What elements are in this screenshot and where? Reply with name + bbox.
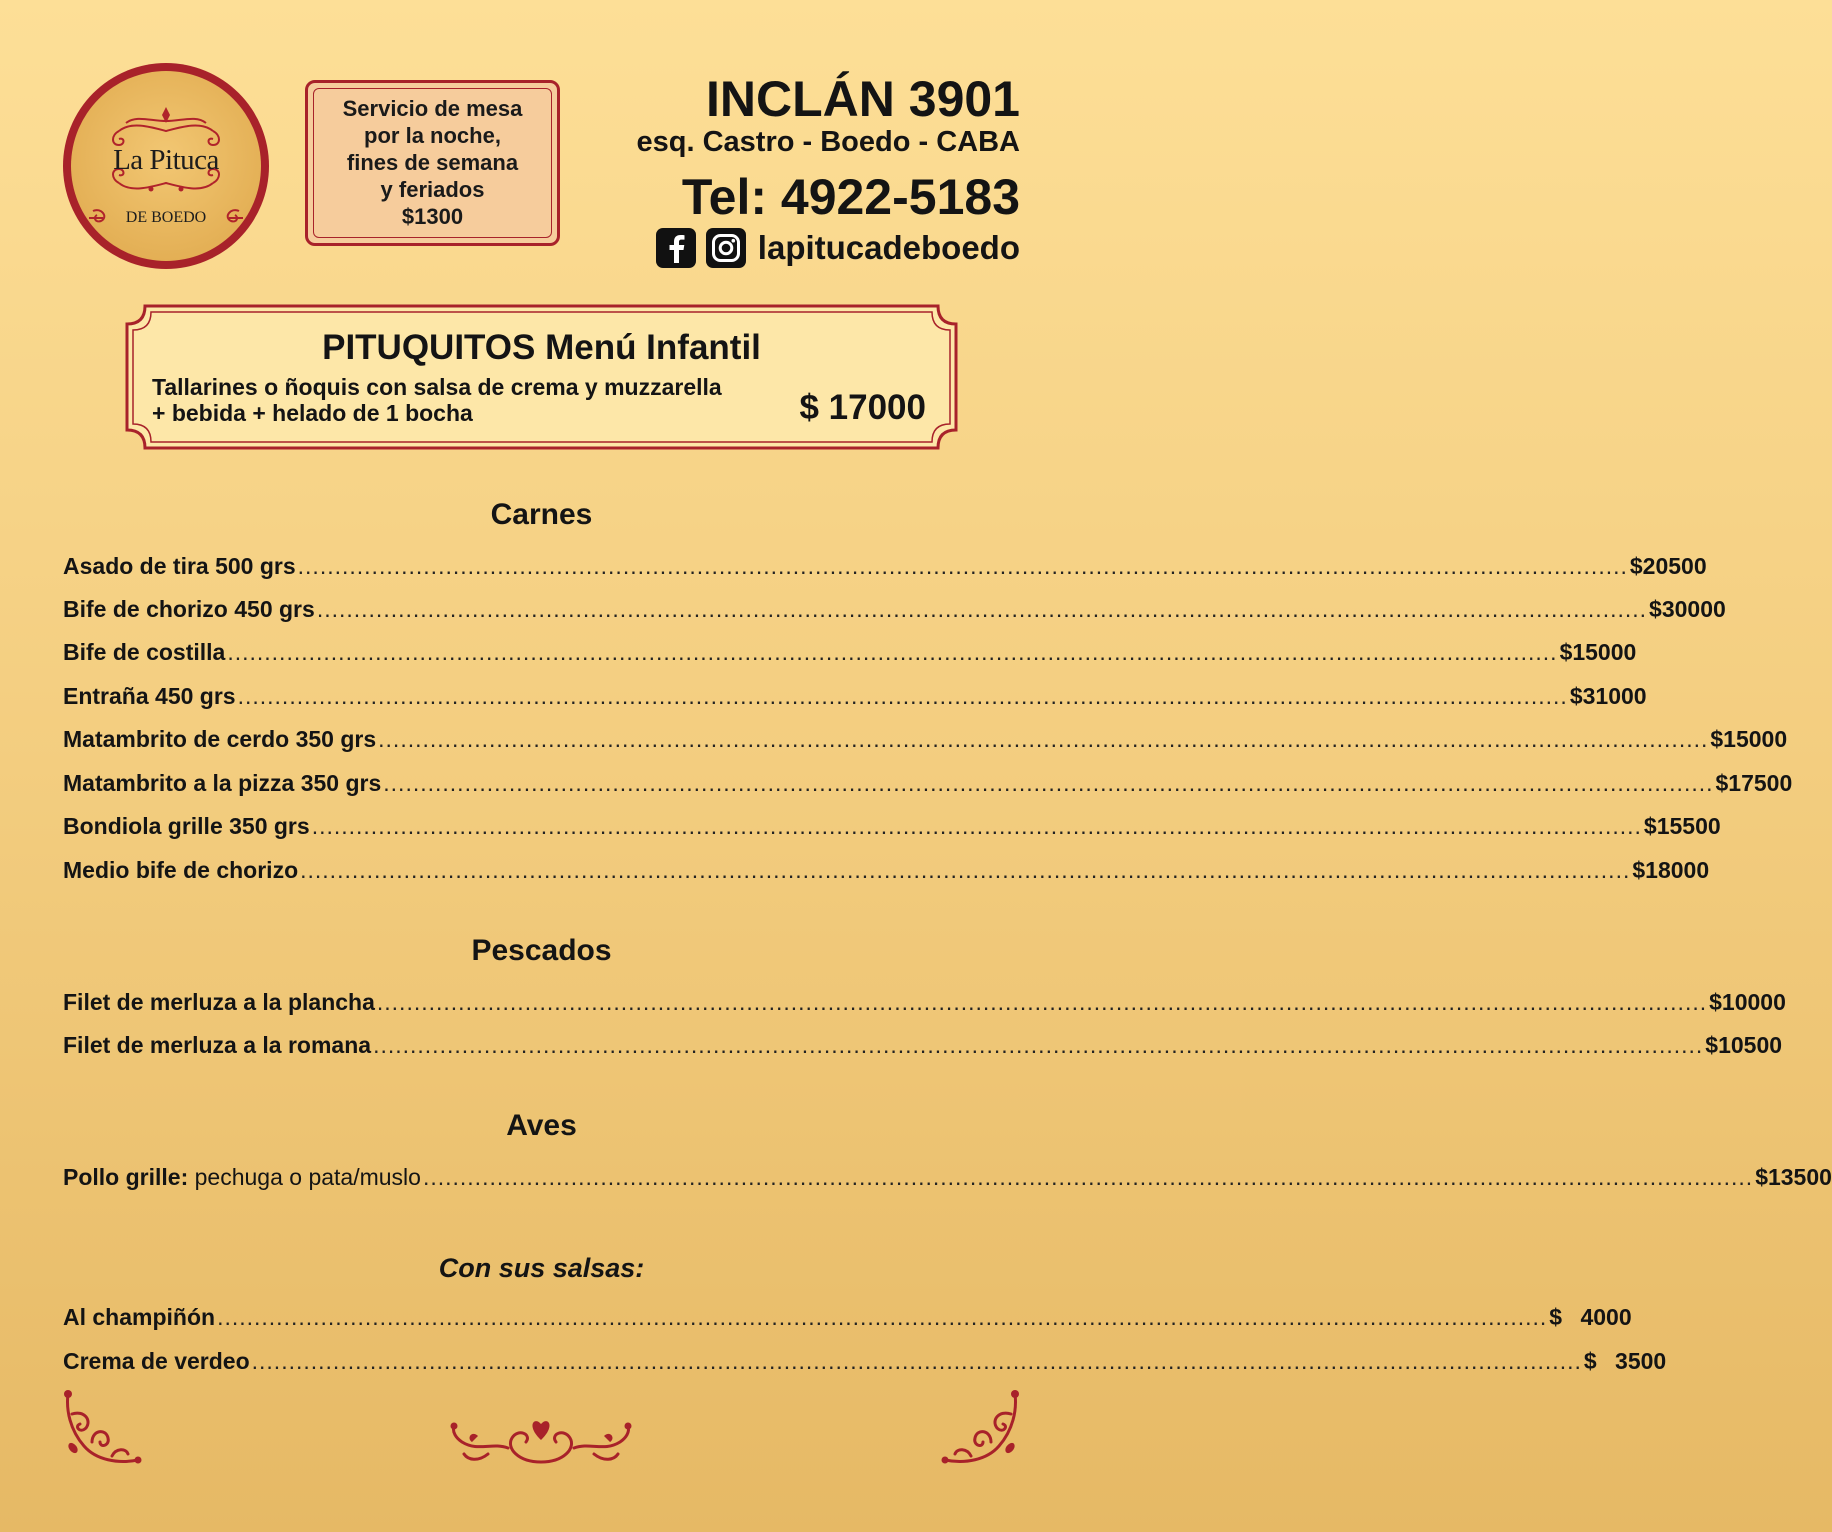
kids-menu-box	[123, 302, 960, 452]
item-price: $18000	[1632, 857, 1710, 883]
restaurant-logo	[63, 63, 269, 269]
service-line: Servicio de mesa	[342, 96, 523, 121]
kids-menu-title: PITUQUITOS Menú Infantil	[322, 328, 761, 367]
item-price: $15000	[1559, 639, 1637, 665]
item-name: Asado de tira 500 grs	[63, 553, 296, 579]
dot-leader: ....................................................................................................................................................................................	[237, 683, 1568, 709]
section-title-carnes: Carnes	[490, 498, 593, 531]
menu-item	[63, 857, 1710, 887]
corner-ornament-left-icon	[62, 1390, 142, 1470]
section-title-salsas: Con sus salsas:	[438, 1253, 645, 1283]
dot-leader: ....................................................................................................................................................................................	[297, 553, 1628, 579]
item-name: Medio bife de chorizo	[63, 857, 299, 883]
menu-item	[63, 770, 1793, 800]
item-price: $15000	[1710, 726, 1788, 752]
service-price: $1300	[401, 204, 464, 229]
item-price: $ 3500	[1583, 1348, 1667, 1374]
menu-item	[63, 553, 1707, 583]
menu-item	[63, 1348, 1667, 1378]
dot-leader: ....................................................................................................................................................................................	[316, 596, 1648, 622]
dot-leader: ....................................................................................................................................................................................	[422, 1164, 1754, 1190]
menu-item	[63, 639, 1637, 669]
table-service-box	[305, 80, 560, 246]
dot-leader: ....................................................................................................................................................................................	[383, 770, 1714, 796]
dot-leader: ....................................................................................................................................................................................	[300, 857, 1631, 883]
item-price: $10000	[1709, 989, 1786, 1015]
dot-leader: ....................................................................................................................................................................................	[227, 639, 1558, 665]
dot-leader: ....................................................................................................................................................................................	[378, 726, 1709, 752]
facebook-icon[interactable]	[656, 228, 696, 268]
logo-name: La Pituca	[113, 144, 219, 176]
item-price: $17500	[1715, 770, 1793, 796]
item-name-bold: Pollo grille:	[63, 1164, 189, 1190]
item-price: $15500	[1643, 813, 1721, 839]
menu-item	[63, 1032, 1783, 1062]
item-name: Bife de costilla	[63, 639, 226, 665]
logo-badge	[71, 71, 261, 261]
item-price: $30000	[1649, 596, 1726, 622]
item-name: Filet de merluza a la plancha	[63, 989, 375, 1015]
service-text	[308, 95, 557, 230]
logo-subtitle: DE BOEDO	[125, 209, 207, 226]
item-price: $31000	[1569, 683, 1647, 709]
social-links	[656, 226, 1020, 270]
item-name: Al champiñón	[63, 1304, 216, 1330]
menu-item	[63, 683, 1647, 713]
item-name: Crema de verdeo	[63, 1348, 250, 1374]
menu-item	[63, 1164, 1832, 1194]
service-line: y feriados	[380, 177, 485, 202]
item-name: Matambrito de cerdo 350 grs	[63, 726, 377, 752]
kids-menu-desc-line: Tallarines o ñoquis con salsa de crema y muzzarella	[152, 374, 722, 400]
address-area: esq. Castro - Boedo - CABA	[636, 126, 1020, 158]
menu-item	[63, 989, 1786, 1019]
social-handle[interactable]: lapitucadeboedo	[757, 229, 1020, 266]
item-name: Bondiola grille 350 grs	[63, 813, 310, 839]
item-name: Matambrito a la pizza 350 grs	[63, 770, 382, 796]
section-title-aves: Aves	[506, 1109, 577, 1142]
service-line: por la noche,	[364, 123, 501, 148]
street-address: INCLÁN 3901	[706, 71, 1020, 127]
item-name: Filet de merluza a la romana	[63, 1032, 372, 1058]
item-detail: pechuga o pata/muslo	[194, 1164, 421, 1190]
section-title-pescados: Pescados	[471, 934, 612, 967]
kids-menu-description	[152, 374, 722, 426]
menu-item	[63, 1304, 1632, 1334]
dot-leader: ....................................................................................................................................................................................	[251, 1348, 1582, 1374]
phone-number: Tel: 4922-5183	[681, 169, 1020, 225]
menu-item	[63, 596, 1726, 626]
instagram-icon[interactable]	[706, 228, 746, 268]
dot-leader: ....................................................................................................................................................................................	[376, 989, 1708, 1015]
dot-leader: ....................................................................................................................................................................................	[373, 1032, 1704, 1058]
kids-menu-price: $ 17000	[799, 388, 926, 427]
item-name	[63, 1164, 421, 1191]
item-name: Entraña 450 grs	[63, 683, 236, 709]
dot-leader: ....................................................................................................................................................................................	[217, 1304, 1548, 1330]
item-price: $13500	[1755, 1164, 1832, 1190]
kids-menu-desc-line: + bebida + helado de 1 bocha	[152, 400, 473, 426]
item-price: $ 4000	[1549, 1304, 1632, 1330]
menu-item	[63, 726, 1788, 756]
corner-ornament-right-icon	[941, 1390, 1021, 1470]
menu-item	[63, 813, 1721, 843]
item-price: $10500	[1705, 1032, 1783, 1058]
item-name: Bife de chorizo 450 grs	[63, 596, 315, 622]
center-ornament-icon	[448, 1418, 634, 1468]
service-line: fines de semana	[346, 150, 519, 175]
dot-leader: ....................................................................................................................................................................................	[311, 813, 1642, 839]
item-price: $20500	[1629, 553, 1707, 579]
